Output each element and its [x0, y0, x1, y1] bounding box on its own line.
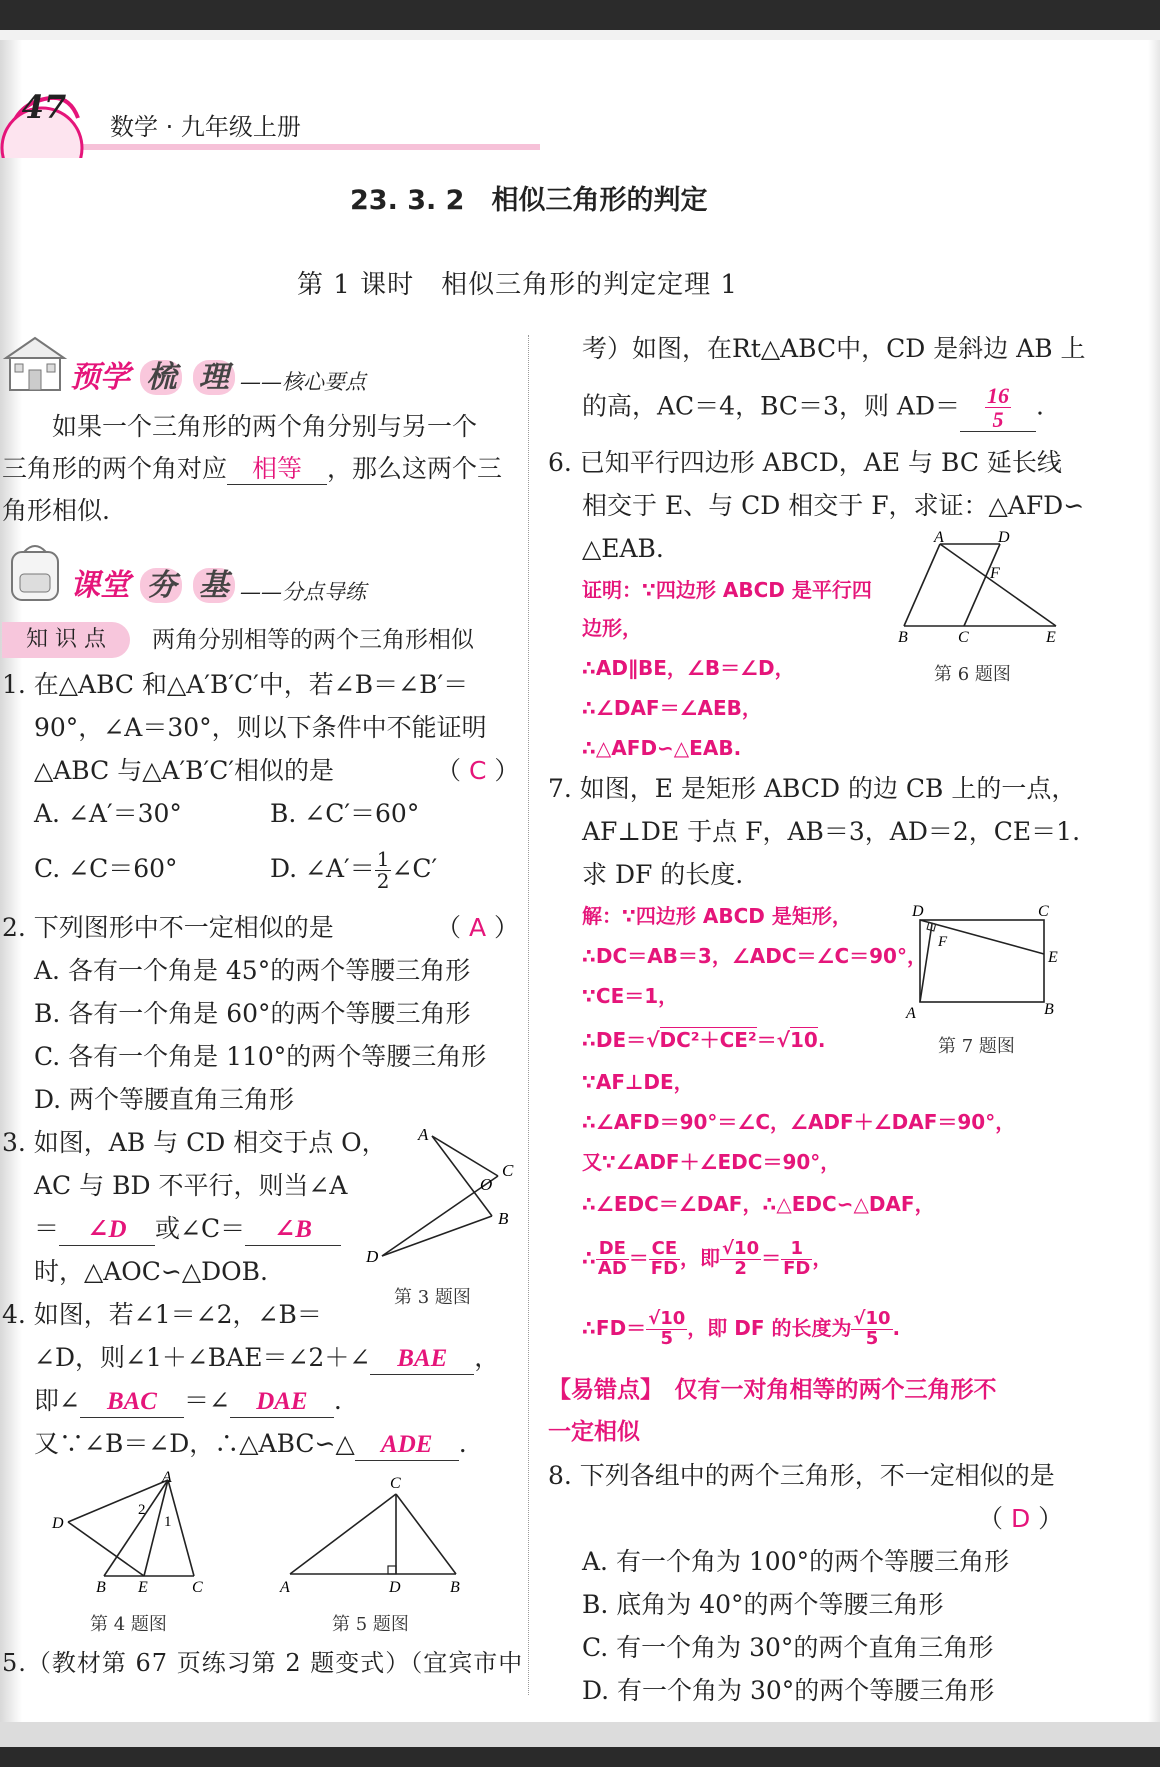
- q3-answer-1: ∠D: [59, 1215, 155, 1246]
- q4-figure: [44, 1470, 224, 1594]
- q1-answer-bracket: （ C ）: [436, 756, 520, 785]
- q7-label-b: B: [1044, 1001, 1054, 1018]
- q1-answer: C: [468, 756, 487, 785]
- q3-label-a: A: [418, 1126, 429, 1144]
- q6-solution-1: 证明：∵四边形 ABCD 是平行四: [582, 578, 872, 602]
- q1-option-a: A. ∠A′＝30°: [34, 799, 182, 828]
- q7-line-1: 7. 如图，E 是矩形 ABCD 的边 CB 上的一点，: [548, 774, 1077, 803]
- q5-line-3: 的高，AC＝4，BC＝3，则 AD＝ $\frac{16}{5}$ .: [582, 383, 1044, 433]
- q2-answer-bracket: （ A ）: [436, 913, 520, 942]
- column-divider: [528, 335, 529, 1695]
- q3-figure: [362, 1126, 522, 1266]
- q3-line-3: ＝ ∠D 或∠C＝ ∠B: [34, 1208, 341, 1250]
- q7-solution-3: ∵CE＝1，: [582, 984, 679, 1008]
- knowledge-text: 两角分别相等的两个三角形相似: [152, 627, 474, 653]
- q6-label-d: D: [998, 530, 1010, 546]
- q5-answer-numerator: 16: [987, 383, 1010, 408]
- bottom-bezel: [0, 1747, 1160, 1767]
- q7-solution-4: ∴DE＝√DC²＋CE²＝√10.: [582, 1028, 826, 1052]
- q7-label-e: E: [1048, 949, 1058, 966]
- lesson-title: 第 1 课时 相似三角形的判定定理 1: [297, 270, 738, 300]
- q4-caption: 第 4 题图: [90, 1614, 167, 1635]
- preview-title-c: 理: [193, 360, 235, 395]
- q3-label-o: O: [480, 1175, 493, 1194]
- q7-solution-8: ∴∠EDC＝∠DAF，∴△EDC∽△DAF，: [582, 1192, 935, 1216]
- q4-line-1: 4. 如图，若∠1＝∠2，∠B＝: [2, 1300, 322, 1329]
- q7-label-a: A: [906, 1005, 916, 1018]
- q3-label-d: D: [366, 1247, 379, 1266]
- q1-line-1: 1. 在△ABC 和△A′B′C′中，若∠B＝∠B′＝: [2, 670, 469, 699]
- q7-label-d: D: [912, 903, 924, 920]
- classroom-title-b: 夯: [140, 568, 182, 603]
- q5-figure: [276, 1474, 476, 1594]
- q4-label-e: E: [138, 1579, 148, 1594]
- school-icon: [2, 332, 70, 396]
- q6-solution-3: ∴AD∥BE，∠B＝∠D，: [582, 656, 795, 680]
- q7-figure: [900, 902, 1070, 1018]
- q7-solution-9: ∴ $\frac{DE}{AD}$ ＝ $\frac{CE}{FD}$ ，即 $\frac{√10}{2}$ ＝ $\frac{1}{FD}$ ，: [582, 1238, 833, 1279]
- q5-answer-denominator: 5: [992, 407, 1004, 433]
- q4-label-a: A: [162, 1470, 172, 1486]
- q1-line-3: △ABC 与△A′B′C′相似的是: [34, 756, 335, 785]
- q8-option-a: A. 有一个角为 100°的两个等腰三角形: [582, 1547, 1010, 1576]
- q4-line-3: 即∠ BAC ＝∠ DAE .: [34, 1380, 342, 1422]
- q8-answer-bracket: （ D ）: [978, 1504, 1064, 1533]
- mistake-line-1: 【易错点】 仅有一对角相等的两个三角形不: [548, 1377, 997, 1403]
- q3-answer-2: ∠B: [245, 1215, 341, 1246]
- preview-title-b: 梳: [140, 360, 182, 395]
- q7-label-f: F: [938, 934, 948, 950]
- q7-solution-6: ∴∠AFD＝90°＝∠C，∠ADF＋∠DAF＝90°，: [582, 1110, 1016, 1134]
- q2-option-d: D. 两个等腰直角三角形: [34, 1085, 295, 1114]
- q2-option-c: C. 各有一个角是 110°的两个等腰三角形: [34, 1042, 487, 1071]
- q4-label-1: 1: [164, 1514, 172, 1530]
- q8-option-b: B. 底角为 40°的两个等腰三角形: [582, 1590, 944, 1619]
- q6-figure: [890, 530, 1070, 646]
- q4-line-4: 又∵∠B＝∠D，∴△ABC∽△ ADE .: [34, 1423, 467, 1465]
- q5-line-1: 5.（教材第 67 页练习第 2 题变式）（宜宾市中: [2, 1649, 524, 1677]
- q8-option-c: C. 有一个角为 30°的两个直角三角形: [582, 1633, 994, 1662]
- q6-solution-5: ∴△AFD∽△EAB.: [582, 736, 742, 760]
- page-number: 47: [21, 88, 67, 126]
- classroom-title-a: 课堂: [70, 568, 130, 603]
- q6-label-f: F: [990, 565, 1000, 582]
- q6-caption: 第 6 题图: [934, 664, 1011, 685]
- q4-answer-3: DAE: [230, 1387, 334, 1418]
- backpack-icon: [2, 540, 70, 604]
- preview-answer: 相等: [227, 454, 327, 485]
- top-margin: [0, 30, 1160, 40]
- q3-label-b: B: [498, 1209, 509, 1228]
- classroom-subtitle: ——分点导练: [240, 580, 366, 604]
- preview-line-3: 角形相似.: [2, 496, 110, 525]
- q7-solution-5: ∵AF⊥DE，: [582, 1070, 694, 1094]
- q5-label-b: B: [450, 1579, 460, 1594]
- q2-answer: A: [468, 913, 487, 942]
- q4-label-2: 2: [138, 1502, 146, 1518]
- q7-line-3: 求 DF 的长度.: [582, 860, 744, 889]
- q7-label-c: C: [1038, 903, 1049, 920]
- q4-answer-1: BAE: [370, 1344, 474, 1375]
- preview-title-a: 预学: [70, 360, 130, 395]
- top-bezel: [0, 0, 1160, 34]
- q6-solution-4: ∴∠DAF＝∠AEB，: [582, 696, 762, 720]
- q7-solution-7: 又∵∠ADF＋∠EDC＝90°，: [582, 1150, 841, 1174]
- q3-line-1: 3. 如图，AB 与 CD 相交于点 O，: [2, 1128, 387, 1157]
- q5-line-2: 考）如图，在Rt△ABC中，CD 是斜边 AB 上: [582, 334, 1086, 363]
- q2-option-a: A. 各有一个角是 45°的两个等腰三角形: [34, 956, 471, 985]
- q6-label-b: B: [898, 629, 908, 646]
- q2-line-1: 2. 下列图形中不一定相似的是: [2, 913, 334, 942]
- q6-line-3: △EAB.: [582, 534, 664, 563]
- book-subject: 数学 · 九年级上册: [110, 113, 301, 141]
- section-title: 23. 3. 2 相似三角形的判定: [350, 185, 708, 216]
- classroom-title-c: 基: [193, 568, 235, 603]
- q6-label-c: C: [958, 629, 969, 646]
- q3-line-2: AC 与 BD 不平行，则当∠A: [34, 1171, 348, 1200]
- q4-line-2: ∠D，则∠1＋∠BAE＝∠2＋∠ BAE ，: [34, 1337, 499, 1379]
- q6-line-2: 相交于 E、与 CD 相交于 F，求证：△AFD∽: [582, 491, 1085, 520]
- q7-solution-10: ∴FD＝ $\frac{√10}{5}$ ，即 DF 的长度为 $\frac{√10}{5}$ .: [582, 1308, 901, 1349]
- q1-line-2: 90°，∠A＝30°，则以下条件中不能证明: [34, 713, 487, 742]
- mistake-tag: 【易错点】: [548, 1377, 652, 1403]
- q3-caption: 第 3 题图: [394, 1287, 471, 1308]
- q5-caption: 第 5 题图: [332, 1614, 409, 1635]
- q7-caption: 第 7 题图: [938, 1036, 1015, 1057]
- q6-solution-2: 边形，: [582, 616, 642, 640]
- q1-option-d: D. ∠A′＝ $\frac{1}{2}$ ∠C′: [270, 847, 438, 893]
- page-fold-shadow: [0, 40, 22, 1730]
- q1-option-c: C. ∠C＝60°: [34, 854, 178, 883]
- q6-line-1: 6. 已知平行四边形 ABCD，AE 与 BC 延长线: [548, 448, 1062, 477]
- q1-option-b: B. ∠C′＝60°: [270, 799, 420, 828]
- preview-subtitle: ——核心要点: [240, 370, 366, 394]
- q7-solution-1: 解：∵四边形 ABCD 是矩形，: [582, 904, 852, 928]
- q4-answer-2: BAC: [80, 1387, 184, 1418]
- q2-option-b: B. 各有一个角是 60°的两个等腰三角形: [34, 999, 471, 1028]
- q4-label-b: B: [96, 1579, 106, 1594]
- preview-line-2: 三角形的两个角对应 相等 ，那么这两个三: [2, 454, 503, 483]
- q4-label-d: D: [52, 1515, 64, 1532]
- preview-line-1: 如果一个三角形的两个角分别与另一个: [52, 412, 478, 441]
- q6-label-a: A: [934, 530, 944, 546]
- q5-label-a: A: [280, 1579, 290, 1594]
- q7-line-2: AF⊥DE 于点 F，AB＝3，AD＝2，CE＝1.: [582, 817, 1081, 846]
- q5-label-c: C: [390, 1475, 401, 1492]
- q5-label-d: D: [389, 1579, 401, 1594]
- q3-line-4: 时，△AOC∽△DOB.: [34, 1257, 268, 1286]
- mistake-line-2: 一定相似: [548, 1419, 640, 1445]
- q3-label-c: C: [502, 1161, 514, 1180]
- q4-label-c: C: [192, 1579, 203, 1594]
- q8-answer: D: [1010, 1504, 1031, 1533]
- page-edge-shadow: [1148, 40, 1160, 1730]
- q7-solution-2: ∴DC＝AB＝3，∠ADC＝∠C＝90°，: [582, 944, 927, 968]
- q4-answer-4: ADE: [355, 1430, 459, 1461]
- q8-line-1: 8. 下列各组中的两个三角形，不一定相似的是: [548, 1461, 1055, 1490]
- knowledge-tag: 知 识 点: [2, 622, 130, 658]
- q8-option-d: D. 有一个角为 30°的两个等腰三角形: [582, 1676, 995, 1705]
- q6-label-e: E: [1046, 629, 1056, 646]
